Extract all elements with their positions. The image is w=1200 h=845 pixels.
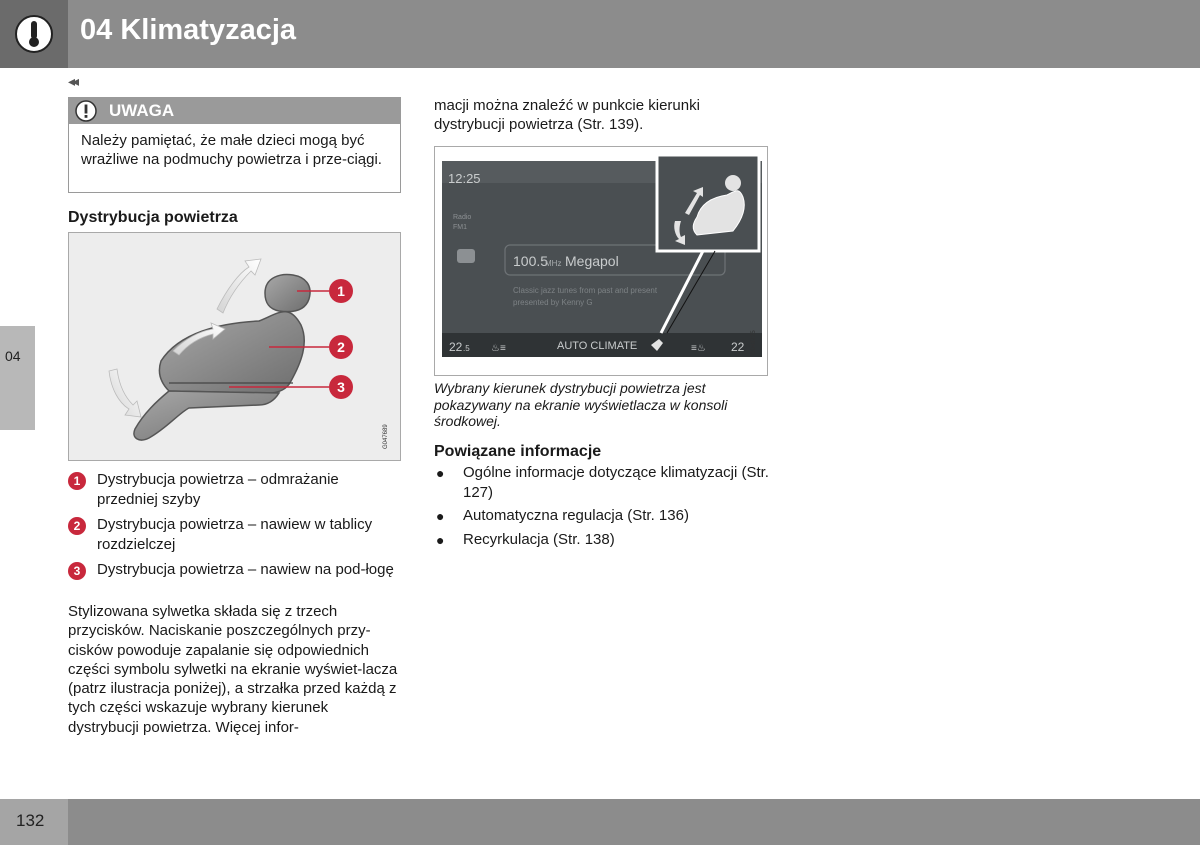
screen-rds-line2: presented by Kenny G <box>513 298 593 307</box>
page-footer <box>0 799 1200 845</box>
chapter-side-tab <box>0 326 35 430</box>
screen-time: 12:25 <box>448 171 481 186</box>
header-icon-box <box>0 0 68 68</box>
figure1-code: G047689 <box>383 424 389 449</box>
seat-headrest <box>265 275 310 312</box>
svg-text:≡♨: ≡♨ <box>691 343 706 354</box>
item-badge: 3 <box>68 562 86 580</box>
warning-icon <box>75 100 97 122</box>
bullet-icon: ● <box>436 532 445 548</box>
screen-station-unit: MHz <box>545 259 562 268</box>
seat-base <box>134 391 279 440</box>
screen-left-temp: 22 <box>449 340 463 354</box>
warning-title: UWAGA <box>109 101 175 120</box>
back-arrows-icon[interactable]: ◂◂ <box>68 73 77 89</box>
callout-3-label: 3 <box>337 379 345 395</box>
screen-radio-sub: FM1 <box>453 224 467 231</box>
screen-rds-line1: Classic jazz tunes from past and present <box>513 286 658 295</box>
screen-climate-label: AUTO CLIMATE <box>557 340 638 352</box>
svg-text:♨≡: ♨≡ <box>491 343 506 354</box>
callout-1-label: 1 <box>337 283 345 299</box>
chapter-title: 04 Klimatyzacja <box>80 14 297 46</box>
item-text: Dystrybucja powietrza – odmrażanie przedniej szyby <box>97 471 339 508</box>
section-heading: Dystrybucja powietrza <box>68 209 238 226</box>
warning-box <box>68 97 401 193</box>
related-link-text[interactable]: Ogólne informacje dotyczące klimatyzacji (Str. 127) <box>463 464 769 501</box>
callout-3 <box>329 375 353 399</box>
figure-caption: Wybrany kierunek dystrybucji powietrza jest pokazywany na ekranie wyświetlacza w konsoli środkowej. <box>434 380 728 429</box>
continuation-paragraph: macji można znaleźć w punkcie kierunki dystrybucji powietrza (Str. 139). <box>434 97 700 134</box>
display-screen-illustration <box>434 146 768 376</box>
page-header <box>0 0 1200 68</box>
figure2-code: G043725 <box>751 330 757 355</box>
warning-header <box>69 98 400 124</box>
item-badge: 2 <box>68 517 86 535</box>
bullet-icon: ● <box>436 465 445 481</box>
related-link-text[interactable]: Automatyczna regulacja (Str. 136) <box>463 507 689 524</box>
callout-2 <box>329 335 353 359</box>
page-number: 132 <box>16 811 45 830</box>
callout-2-label: 2 <box>337 339 345 355</box>
seat-diagram <box>69 233 400 460</box>
warning-text: Należy pamiętać, że małe dzieci mogą być wrażliwe na podmuchy powietrza i prze-ciągi. <box>81 132 382 168</box>
related-link-text[interactable]: Recyrkulacja (Str. 138) <box>463 531 615 548</box>
page-number-box <box>0 799 68 845</box>
item-text: Dystrybucja powietrza – nawiew w tablicy rozdzielczej <box>97 516 373 553</box>
body-paragraph: Stylizowana sylwetka składa się z trzech przycisków. Naciskanie poszczególnych przy-cisków powoduje zapalanie się odpowiednich części symbolu sylwetki na ekranie wyświet-lacza (patrz ilustracja poniżej), a strzałka przed każdą z tych części wskazuje wybrany kierunek dystrybucji powietrza. Więcej infor- <box>68 603 398 736</box>
bullet-icon: ● <box>436 508 445 524</box>
screen-station-freq: 100.5 <box>513 253 549 269</box>
thermometer-icon <box>14 12 54 56</box>
item-badge: 1 <box>68 472 86 490</box>
chapter-side-tab-label: 04 <box>5 348 21 364</box>
related-heading: Powiązane informacje <box>434 443 602 460</box>
screen-station-name: Megapol <box>565 253 619 269</box>
air-distribution-illustration <box>68 232 401 461</box>
center-display-diagram <box>435 147 767 375</box>
item-text: Dystrybucja powietrza – nawiew na pod-łogę <box>97 561 394 578</box>
screen-right-temp: 22 <box>731 340 745 354</box>
callout-1 <box>329 279 353 303</box>
screen-radio-label: Radio <box>453 214 472 221</box>
arrow-defrost <box>217 259 261 313</box>
arrow-floor <box>109 369 141 417</box>
screen-left-temp-dec: .5 <box>463 344 470 353</box>
